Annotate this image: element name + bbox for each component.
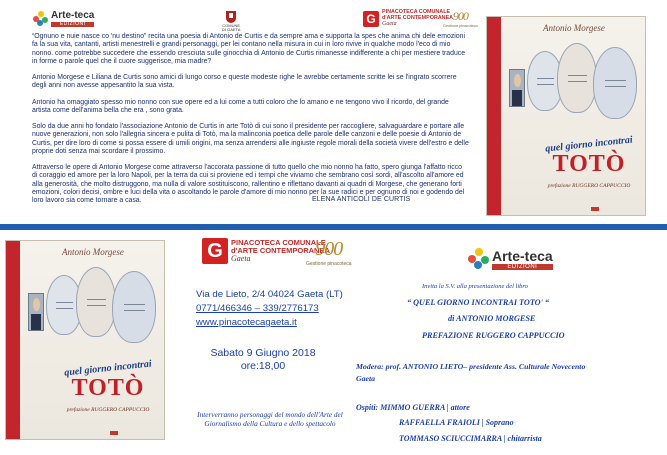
arte-teca-logo — [468, 248, 553, 270]
book-subtitle: quel giorno incontrai — [63, 358, 153, 379]
time-line: ore:18,00 — [240, 359, 286, 372]
arte-teca-edizioni: EDIZIONI — [492, 264, 553, 270]
pinacoteca-line2: d'ARTE CONTEMPORANEA — [231, 245, 330, 255]
dedication-text — [32, 33, 469, 213]
novecento-number: 900 — [315, 238, 343, 260]
paragraph: Solo da due anni ho fondato l'associazione Antonio de Curtis in arte Totò di cui sono il presidente per raccogliere, salvaguardare e portare alle nuove generazioni, non solo l'allegria sincera e pulita di Totò, ma la malinconia poetica delle parole delle canzoni e delle poesie di Antonio de Curtis, per dire loro di come si possa essere di umili origini, ma senza arrendersi alle ingiuste regole morali della società vivere dell'estro e delle proprie doti senza mai scordare il prossimo. — [32, 123, 469, 155]
paragraph: Antonio Morgese e Liliana de Curtis sono amici di lungo corso e queste modeste righe le avrebbe certamente scritte lei se l'ingrato scorrere degli anni non avesse appesantito la sua vista. — [32, 74, 457, 90]
address-line: Via de Lieto, 2/4 04024 Gaeta (LT) — [196, 289, 343, 300]
paragraph: Attraverso le opere di Antonio Morgese come attraverso l'accorata passione di tutto quello che mio nonno ha fatto, spero giunga l'affatto ricco di coraggio ed amore per la loro Napoli, per la terra da cui si proviene ed i tempi che viviamo che sembrano così sordi, all'ascolto all'amore ed alla generosità, che molto distruggono, ma nulla di valore sostituiscono, rallentino e riflettano davanti ai quadri di Morgese, che generano forti emozioni, colori decisi, ombre e luci della vita o ascoltando le parole d'amore di mio nonno per la sue radici e per ognuno di noi e godendo del loro lavoro sia come tornare a casa. — [32, 164, 465, 204]
arte-teca-logo — [33, 11, 94, 27]
arte-teca-name: Arte-teca — [492, 247, 553, 264]
pinacoteca-line2: d'ARTE CONTEMPORANEA — [382, 14, 454, 21]
guest-2: RAFFAELLA FRAIOLI | Soprano — [399, 418, 514, 427]
guest-1: Ospiti: MIMMO GUERRA | attore — [356, 403, 470, 412]
invite-line: Invita la S.V. alla presentazione del libro — [422, 283, 528, 290]
book-title: TOTÒ — [71, 375, 145, 401]
pinacoteca-g-icon: G — [202, 238, 228, 264]
guest-3: TOMMASO SCIUCCIMARRA | chitarrista — [399, 434, 542, 443]
moderator-city: Gaeta — [356, 374, 376, 383]
comune-gaeta-crest — [222, 11, 240, 33]
book-author: Antonio Morgese — [543, 23, 605, 33]
pinacoteca-logo — [363, 10, 453, 28]
crest-caption-2: DI GAETA — [222, 27, 241, 33]
arte-teca-name: Arte-teca — [51, 10, 95, 21]
crest-caption-1: COMUNE — [222, 23, 241, 28]
book-portrait — [28, 293, 44, 331]
venue-address — [196, 288, 343, 330]
book-cover-bottom — [5, 240, 165, 440]
novecento-logo — [443, 9, 478, 28]
book-preface: prefazione RUGGERO CAPPUCCIO — [547, 183, 631, 189]
book-faces-illustration — [46, 265, 162, 355]
novecento-logo — [306, 238, 352, 267]
novecento-caption: Gestione pinacoteca — [443, 24, 478, 28]
arte-teca-edizioni: EDIZIONI — [51, 22, 94, 27]
intervene-note: Interverranno personaggi del mondo dell'Arte del Giornalismo della Cultura e dello spettacolo — [197, 410, 343, 429]
phone-numbers[interactable]: 0771/466346 – 339/2776173 — [196, 303, 319, 314]
book-author-invite: di ANTONIO MORGESE — [448, 314, 536, 323]
date-line: Sabato 9 Giugno 2018 — [210, 347, 316, 359]
book-author: Antonio Morgese — [62, 247, 124, 257]
pinacoteca-line1: PINACOTECA COMUNALE — [382, 9, 451, 15]
novecento-caption: Gestione pinacoteca — [306, 261, 352, 267]
arte-teca-mark-icon — [33, 11, 49, 27]
book-title: TOTÒ — [552, 151, 626, 177]
book-publisher-mark-icon — [110, 431, 118, 435]
top-panel — [0, 0, 667, 224]
book-subtitle: quel giorno incontrai — [544, 134, 634, 155]
pinacoteca-g-icon: G — [363, 11, 379, 27]
book-faces-illustration — [527, 41, 643, 131]
paragraph: “Ognuno e nuie nasce co 'nu destino” recita una poesia di Antonio de Curtis e da sempre ama e supporta la spes che anima chi dele emozioni fa la sua vita, cantanti, artisti menestrelli e grandi personaggi, per lei contano nella misura in cui in loro rivive in qualche modo l'eco di mio nonno. come potrebbe succedere che essendo cresciuta sulle ginocchia di Antonio de Curtis rimanesse indifferente a chi per mestiere traduce in forme o parole quel che il cuore suggerisce, mia madre? — [32, 33, 466, 65]
book-cover-top — [486, 16, 646, 216]
novecento-number: 900 — [452, 9, 468, 23]
pinacoteca-line1: PINACOTECA COMUNALE — [231, 237, 326, 247]
signature: ELENA ANTICOLI DE CURTIS — [312, 196, 411, 203]
paragraph: Antonio ha omaggiato spesso mio nonno con sue opere ed a lui come a tutti coloro che lo amano e ne tengono vivo il ricordo, del grande artista come dell'anima bella che era , sono grata. — [32, 98, 449, 114]
website-link[interactable]: www.pinacotecagaeta.it — [196, 317, 297, 328]
book-publisher-mark-icon — [591, 207, 599, 211]
crest-shield-icon — [226, 11, 236, 23]
moderator-line: Modera: prof. ANTONIO LIETO– presidente Ass. Culturale Novecento — [356, 362, 586, 371]
book-preface-invite: PREFAZIONE RUGGERO CAPPUCCIO — [422, 331, 565, 340]
arte-teca-mark-icon — [468, 248, 490, 270]
pinacoteca-line3: Gaeta — [382, 21, 397, 28]
event-date — [196, 347, 330, 372]
book-title-invite: “ QUEL GIORNO INCONTRAI TOTO' “ — [407, 298, 550, 307]
pinacoteca-line3: Gaeta — [231, 253, 251, 263]
book-portrait — [509, 69, 525, 107]
book-preface: prefazione RUGGERO CAPPUCCIO — [66, 407, 150, 413]
